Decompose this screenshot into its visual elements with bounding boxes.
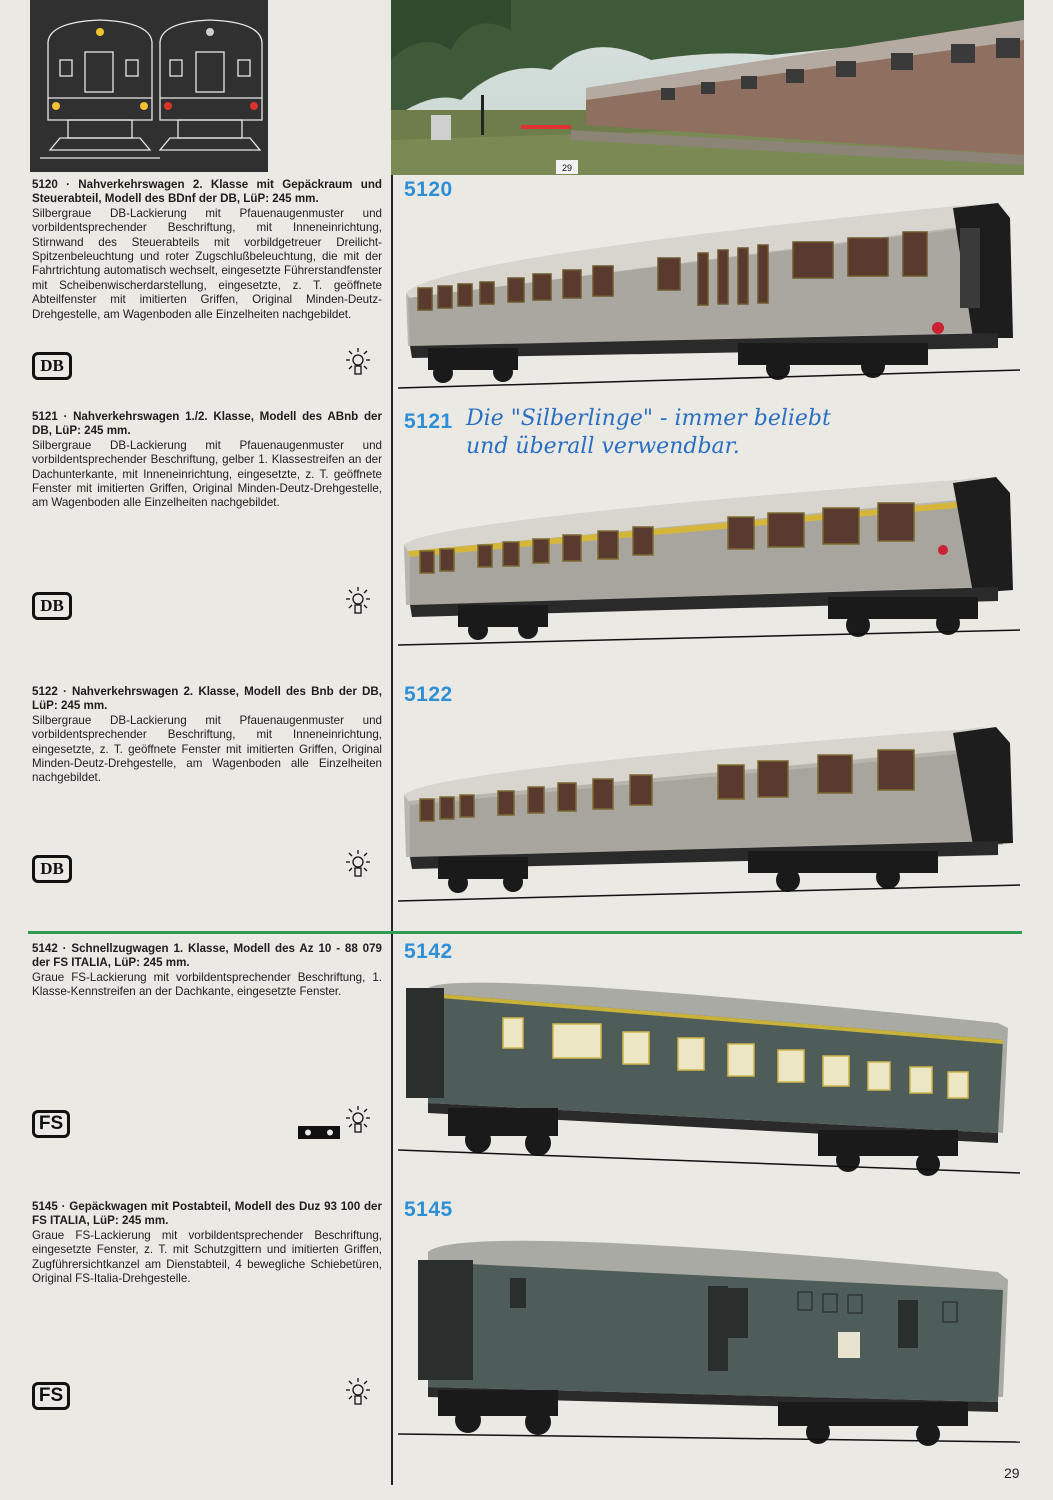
light-bulb-icon [344, 1376, 372, 1410]
entry-heading: 5145 · Gepäckwagen mit Postabteil, Modell des Duz 93 100 der FS ITALIA, LüP: 245 mm. [32, 1200, 382, 1228]
coach-image-5122 [398, 715, 1020, 915]
entry-heading: 5142 · Schnellzugwagen 1. Klasse, Modell des Az 10 - 88 079 der FS ITALIA, LüP: 245 mm. [32, 942, 382, 970]
db-logo: DB [32, 592, 72, 620]
entry-5142 [32, 942, 382, 1000]
entry-description: Graue FS-Lackierung mit vorbildentsprechender Beschriftung, 1. Klasse-Kennstreifen an der Dachkante, eingesetzte Fenster. [32, 970, 382, 999]
entry-heading: 5122 · Nahverkehrswagen 2. Klasse, Modell des Bnb der DB, LüP: 245 mm. [32, 685, 382, 713]
slogan [466, 405, 866, 461]
fs-logo: FS [32, 1382, 70, 1410]
page-number: 29 [1004, 1465, 1020, 1481]
entry-5121 [32, 410, 382, 511]
coach-image-5142 [398, 968, 1020, 1178]
entry-5145 [32, 1200, 382, 1286]
light-bulb-icon [344, 346, 372, 380]
section-divider [28, 931, 1022, 934]
db-logo: DB [32, 855, 72, 883]
light-bulb-icon [344, 585, 372, 619]
model-number-5122: 5122 [404, 683, 453, 706]
db-logo: DB [32, 352, 72, 380]
coach-image-5120 [398, 198, 1020, 398]
entry-5122 [32, 685, 382, 786]
coupler-icon [298, 1126, 340, 1139]
light-bulb-icon [344, 1104, 372, 1138]
light-bulb-icon [344, 848, 372, 882]
entry-description: Silbergraue DB-Lackierung mit Pfauenaugenmuster und vorbildentsprechender Beschriftung, mit Inneneinrichtung, eingesetzte, z. T. geöffnete Fenster mit imitierten Griffen, Original Minden-Deutz-Drehgestelle, am Wagenboden alle Einzelheiten nachgebildet. [32, 713, 382, 785]
entry-description: Silbergraue DB-Lackierung mit Pfauenaugenmuster und vorbildentsprechender Beschriftung, mit Inneneinrichtung, Stirnwand des Steuerabteils mit vorbildgetreuer Dreilicht-Spitzenbeleuchtung und roter Zugschlußbeleuchtung, die mit der Fahrtrichtung automatisch wechselt, eingesetzte Führerstandfenster mit Scheibenwischerdarstellung, eingesetzte, z. T. geöffnete Abteilfenster mit imitierten Griffen, Original Minden-Deutz-Drehgestelle, am Wagenboden alle Einzelheiten nachgebildet. [32, 206, 382, 321]
model-number-5145: 5145 [404, 1198, 453, 1221]
model-number-5142: 5142 [404, 940, 453, 963]
coach-image-5121 [398, 465, 1020, 660]
model-number-5121: 5121 [404, 410, 453, 433]
slogan-line-2: und überall verwendbar. [466, 434, 740, 459]
fs-logo: FS [32, 1110, 70, 1138]
model-number-5120: 5120 [404, 178, 453, 201]
entry-heading: 5120 · Nahverkehrswagen 2. Klasse mit Gepäckraum und Steuerabteil, Modell des BDnf der DB, LüP: 245 mm. [32, 178, 382, 206]
slogan-line-1: Die "Silberlinge" - immer beliebt [466, 406, 831, 431]
photo-sign: 29 [561, 163, 573, 173]
entry-heading: 5121 · Nahverkehrswagen 1./2. Klasse, Modell des ABnb der DB, LüP: 245 mm. [32, 410, 382, 438]
coach-image-5145 [398, 1222, 1020, 1447]
column-divider [391, 175, 393, 1485]
entry-5120 [32, 178, 382, 322]
entry-description: Graue FS-Lackierung mit vorbildentsprechender Beschriftung, eingesetzte Fenster, z. T. mit Schutzgittern und imitierten Griffen, Zugführersichtkanzel am Dienstabteil, 4 bewegliche Schiebetüren, Original FS-Italia-Drehgestelle. [32, 1228, 382, 1286]
header-photo [391, 0, 1024, 175]
entry-description: Silbergraue DB-Lackierung mit Pfauenaugenmuster und vorbildentsprechender Beschriftung, gelber 1. Klassestreifen an der Dachunterkante, mit Inneneinrichtung, eingesetzte, z. T. geöffnete Fenster mit imitierten Griffen, Original Minden-Deutz-Drehgestelle, am Wagenboden alle Einzelheiten nachgebildet. [32, 438, 382, 510]
coach-end-diagram [30, 0, 268, 172]
